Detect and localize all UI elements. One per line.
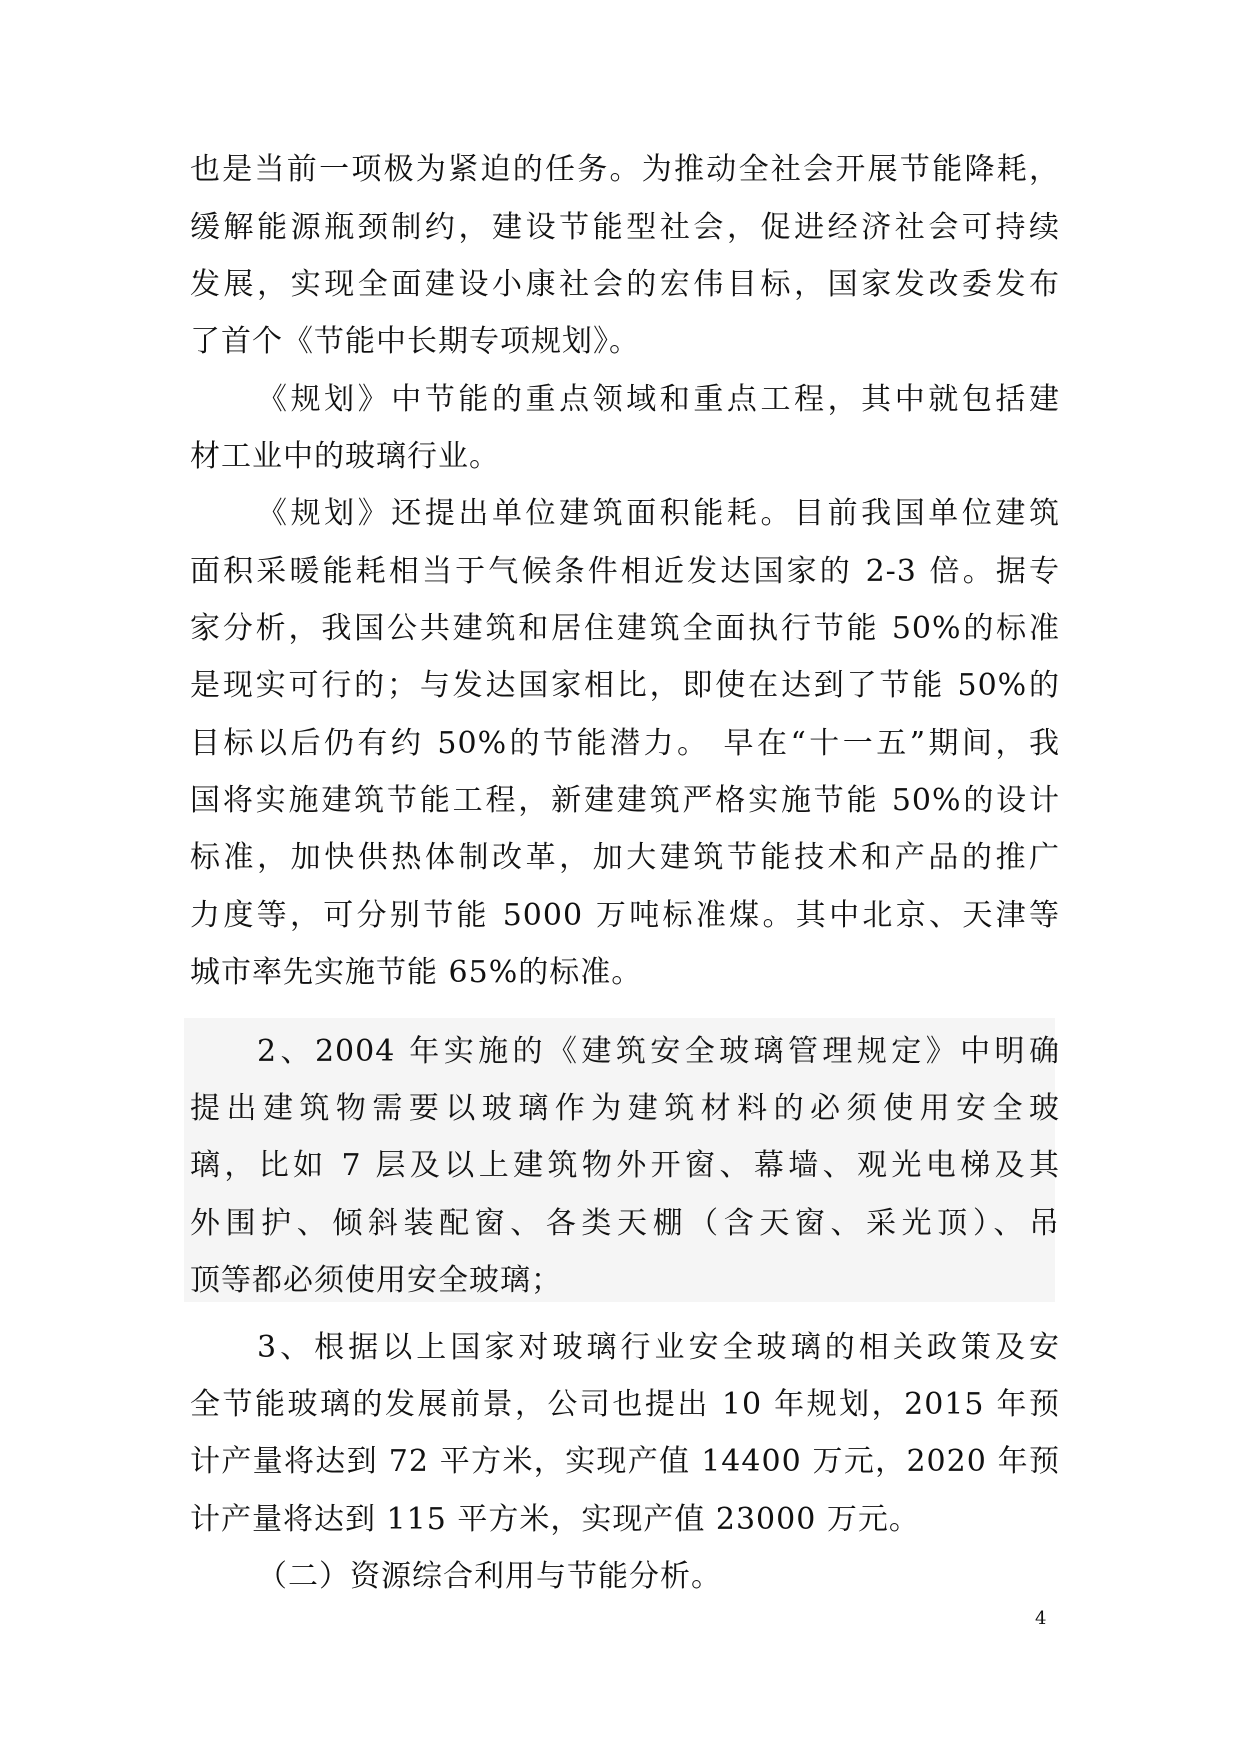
paragraph-line: 城市率先实施节能 65%的标准。 [190, 955, 643, 990]
paragraph-line: 家分析，我国公共建筑和居住建筑全面执行节能 50%的标准 [190, 611, 1060, 646]
paragraph-line: 也是当前一项极为紧迫的任务。为推动全社会开展节能降耗， [190, 152, 1060, 187]
paragraph-line: 全节能玻璃的发展前景，公司也提出 10 年规划，2015 年预 [190, 1387, 1060, 1422]
paragraph-line: 3、根据以上国家对玻璃行业安全玻璃的相关政策及安 [257, 1330, 1060, 1365]
paragraph-line: 2、2004 年实施的《建筑安全玻璃管理规定》中明确 [257, 1034, 1060, 1069]
paragraph-line: 国将实施建筑节能工程，新建建筑严格实施节能 50%的设计 [190, 783, 1060, 818]
paragraph-line: 外围护、倾斜装配窗、各类天棚（含天窗、采光顶）、吊 [190, 1206, 1060, 1241]
paragraph-line: 《规划》还提出单位建筑面积能耗。目前我国单位建筑 [257, 496, 1060, 531]
paragraph-line: 顶等都必须使用安全玻璃； [190, 1263, 562, 1298]
paragraph-line: 目标以后仍有约 50%的节能潜力。 早在“十一五”期间，我 [190, 726, 1060, 761]
paragraph-line: 发展，实现全面建设小康社会的宏伟目标，国家发改委发布 [190, 267, 1060, 302]
paragraph-line: 力度等，可分别节能 5000 万吨标准煤。其中北京、天津等 [190, 898, 1060, 933]
paragraph-line: 计产量将达到 72 平方米，实现产值 14400 万元，2020 年预 [190, 1444, 1060, 1479]
paragraph-line: 面积采暖能耗相当于气候条件相近发达国家的 2-3 倍。据专 [190, 554, 1060, 589]
paragraph-line: 《规划》中节能的重点领域和重点工程，其中就包括建 [257, 382, 1060, 417]
page-number: 4 [1035, 1608, 1047, 1629]
paragraph-line: 璃，比如 7 层及以上建筑物外开窗、幕墙、观光电梯及其 [190, 1148, 1060, 1183]
section-heading: （二）资源综合利用与节能分析。 [257, 1559, 722, 1594]
paragraph-line: 是现实可行的；与发达国家相比，即使在达到了节能 50%的 [190, 668, 1060, 703]
paragraph-line: 了首个《节能中长期专项规划》。 [190, 324, 640, 359]
paragraph-line: 标准，加快供热体制改革，加大建筑节能技术和产品的推广 [190, 840, 1060, 875]
paragraph-line: 计产量将达到 115 平方米，实现产值 23000 万元。 [190, 1502, 920, 1537]
paragraph-line: 缓解能源瓶颈制约，建设节能型社会，促进经济社会可持续 [190, 210, 1060, 245]
paragraph-line: 材工业中的玻璃行业。 [190, 439, 500, 474]
paragraph-line: 提出建筑物需要以玻璃作为建筑材料的必须使用安全玻 [190, 1091, 1060, 1126]
